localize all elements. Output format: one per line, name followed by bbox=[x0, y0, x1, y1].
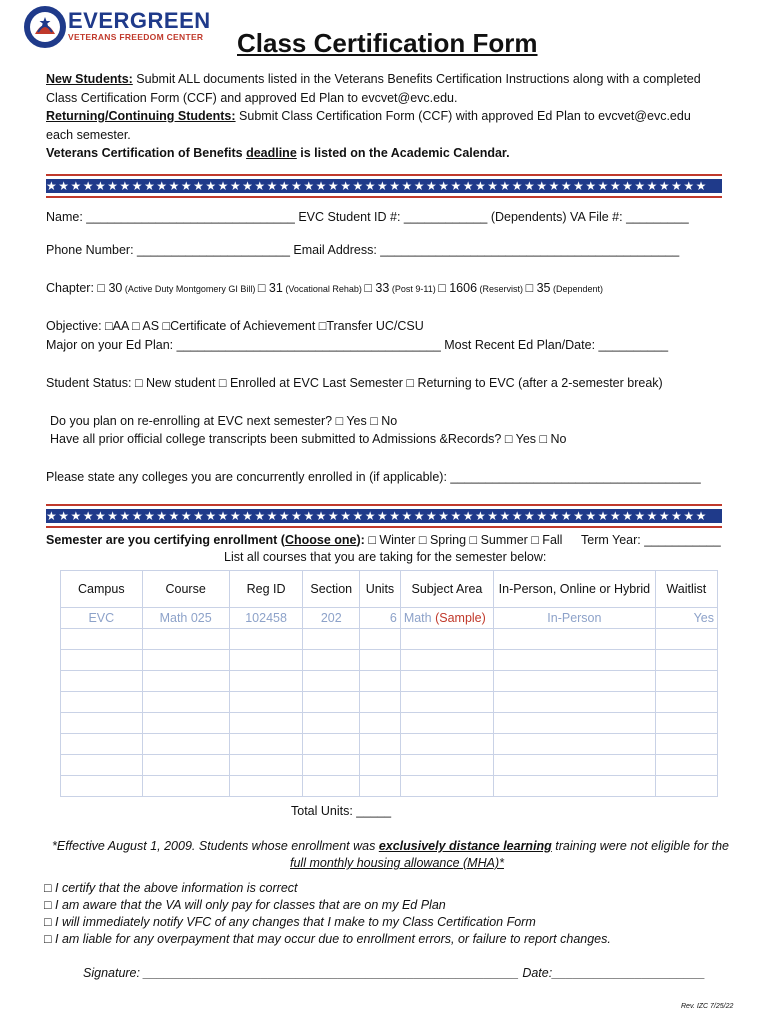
returning-students-text-2: each semester. bbox=[46, 127, 131, 142]
table-row-sample bbox=[61, 608, 718, 629]
chapter-35-checkbox[interactable]: □ 35 bbox=[525, 281, 551, 295]
notice-line-2: full monthly housing allowance (MHA)* bbox=[290, 856, 504, 870]
evergreen-logo bbox=[24, 6, 224, 50]
sample-tag: (Sample) bbox=[435, 611, 486, 625]
table-row[interactable] bbox=[61, 734, 718, 755]
table-cell: 202 bbox=[303, 608, 360, 629]
table-row[interactable] bbox=[61, 755, 718, 776]
col-units: Units bbox=[360, 571, 401, 608]
table-row[interactable] bbox=[61, 671, 718, 692]
major-edplan-line[interactable]: Major on your Ed Plan: ______________________________________ Most Recent Ed Plan/Date: __________ bbox=[46, 338, 669, 352]
notice-pre: *Effective August 1, 2009. Students whose enrollment was bbox=[52, 839, 379, 853]
certify-info-checkbox[interactable]: □ I certify that the above information is correct bbox=[44, 881, 298, 895]
col-section: Section bbox=[303, 571, 360, 608]
objective-line[interactable]: Objective: □AA □ AS □Certificate of Achievement □Transfer UC/CSU bbox=[46, 319, 424, 333]
table-row[interactable] bbox=[61, 629, 718, 650]
ed-plan-aware-checkbox[interactable]: □ I am aware that the VA will only pay for classes that are on my Ed Plan bbox=[44, 898, 446, 912]
new-students-label: New Students: bbox=[46, 72, 133, 86]
chapter-33-checkbox[interactable]: □ 33 bbox=[364, 281, 390, 295]
revision-note: Rev. IZC 7/25/22 bbox=[681, 1003, 734, 1010]
course-table bbox=[60, 570, 718, 797]
semester-label-choose: Choose one bbox=[284, 533, 357, 547]
table-cell-subject bbox=[400, 608, 493, 629]
semester-line bbox=[46, 533, 562, 547]
chapter-31-checkbox[interactable]: □ 31 bbox=[257, 281, 283, 295]
table-row[interactable] bbox=[61, 650, 718, 671]
semester-options[interactable]: □ Winter □ Spring □ Summer □ Fall bbox=[364, 533, 563, 547]
notice-post: training were not eligible for the bbox=[551, 839, 729, 853]
certification-checklist bbox=[44, 880, 611, 948]
signature-date-line[interactable]: Signature: ______________________________________________________ Date:______________________ bbox=[83, 966, 706, 980]
deadline-word: deadline bbox=[246, 146, 297, 160]
table-row[interactable] bbox=[61, 713, 718, 734]
distance-learning-notice bbox=[52, 839, 729, 853]
chapter-1606-desc: (Reservist) bbox=[477, 284, 526, 294]
chapter-33-desc: (Post 9-11) bbox=[389, 284, 439, 294]
col-waitlist: Waitlist bbox=[655, 571, 717, 608]
semester-label-post: ): bbox=[356, 533, 365, 547]
notify-changes-checkbox[interactable]: □ I will immediately notify VFC of any changes that I make to my Class Certification Form bbox=[44, 915, 536, 929]
name-id-line[interactable]: Name: ______________________________ EVC Student ID #: ____________ (Dependents) VA File #: _________ bbox=[46, 210, 689, 224]
term-year-field[interactable]: Term Year: ___________ bbox=[581, 533, 721, 547]
stars-banner-top bbox=[46, 174, 722, 198]
intro-instructions bbox=[46, 70, 701, 163]
phone-email-line[interactable]: Phone Number: ______________________ Email Address: ___________________________________________ bbox=[46, 243, 680, 257]
col-reg-id: Reg ID bbox=[229, 571, 303, 608]
logo-subtitle: VETERANS FREEDOM CENTER bbox=[68, 32, 204, 42]
col-campus: Campus bbox=[61, 571, 143, 608]
total-units-field[interactable]: Total Units: _____ bbox=[291, 804, 392, 818]
table-row[interactable] bbox=[61, 776, 718, 797]
page-title: Class Certification Form bbox=[237, 28, 538, 58]
chapter-line bbox=[46, 281, 603, 295]
stars-banner-bottom bbox=[46, 504, 722, 528]
notice-bold: exclusively distance learning bbox=[378, 839, 552, 853]
returning-students-text-1: Submit Class Certification Form (CCF) with approved Ed Plan to evcvet@evc.edu bbox=[235, 109, 691, 123]
course-list-note: List all courses that you are taking for the semester below: bbox=[224, 550, 547, 564]
returning-students-label: Returning/Continuing Students: bbox=[46, 109, 236, 123]
col-course: Course bbox=[142, 571, 229, 608]
chapter-30-desc: (Active Duty Montgomery GI Bill) bbox=[122, 284, 258, 294]
overpayment-liable-checkbox[interactable]: □ I am liable for any overpayment that may occur due to enrollment errors, or failure to report changes. bbox=[44, 932, 611, 946]
col-modality: In-Person, Online or Hybrid bbox=[494, 571, 656, 608]
chapter-30-checkbox[interactable]: □ 30 bbox=[97, 281, 123, 295]
stars-row: ★★★★★★★★★★★★★★★★★★★★★★★★★★★★★★★★★★★★★★★★★★★★★★★★★★★★★★ bbox=[46, 509, 722, 523]
chapter-label: Chapter: bbox=[46, 281, 98, 295]
concurrent-colleges-line[interactable]: Please state any colleges you are concurrently enrolled in (if applicable): ____________________________________ bbox=[46, 470, 701, 484]
chapter-1606-checkbox[interactable]: □ 1606 bbox=[438, 281, 478, 295]
chapter-31-desc: (Vocational Rehab) bbox=[282, 284, 365, 294]
table-cell: In-Person bbox=[494, 608, 656, 629]
new-students-text-1: Submit ALL documents listed in the Veterans Benefits Certification Instructions along with a completed bbox=[132, 72, 701, 86]
reenroll-line[interactable]: Do you plan on re-enrolling at EVC next semester? □ Yes □ No bbox=[50, 414, 398, 428]
sample-subject: Math bbox=[403, 611, 436, 625]
stars-row: ★★★★★★★★★★★★★★★★★★★★★★★★★★★★★★★★★★★★★★★★★★★★★★★★★★★★★★ bbox=[46, 179, 722, 193]
chapter-35-desc: (Dependent) bbox=[550, 284, 604, 294]
table-cell: Math 025 bbox=[142, 608, 229, 629]
table-row[interactable] bbox=[61, 692, 718, 713]
table-header-row bbox=[61, 571, 718, 608]
veterans-seal-icon bbox=[24, 6, 66, 48]
semester-label-pre: Semester are you certifying enrollment ( bbox=[46, 533, 285, 547]
table-cell: 102458 bbox=[229, 608, 303, 629]
deadline-pre: Veterans Certification of Benefits bbox=[46, 146, 247, 160]
student-status-line[interactable]: Student Status: □ New student □ Enrolled at EVC Last Semester □ Returning to EVC (after a 2-semester break) bbox=[46, 376, 663, 390]
table-cell: 6 bbox=[360, 608, 401, 629]
table-cell: EVC bbox=[61, 608, 143, 629]
table-cell: Yes bbox=[655, 608, 717, 629]
logo-name: EVERGREEN bbox=[68, 8, 211, 33]
new-students-text-2: Class Certification Form (CCF) and approved Ed Plan to evcvet@evc.edu. bbox=[46, 90, 458, 105]
deadline-post: is listed on the Academic Calendar. bbox=[296, 146, 510, 160]
col-subject-area: Subject Area bbox=[400, 571, 493, 608]
transcripts-line[interactable]: Have all prior official college transcripts been submitted to Admissions &Records? □ Yes □ No bbox=[50, 432, 567, 446]
